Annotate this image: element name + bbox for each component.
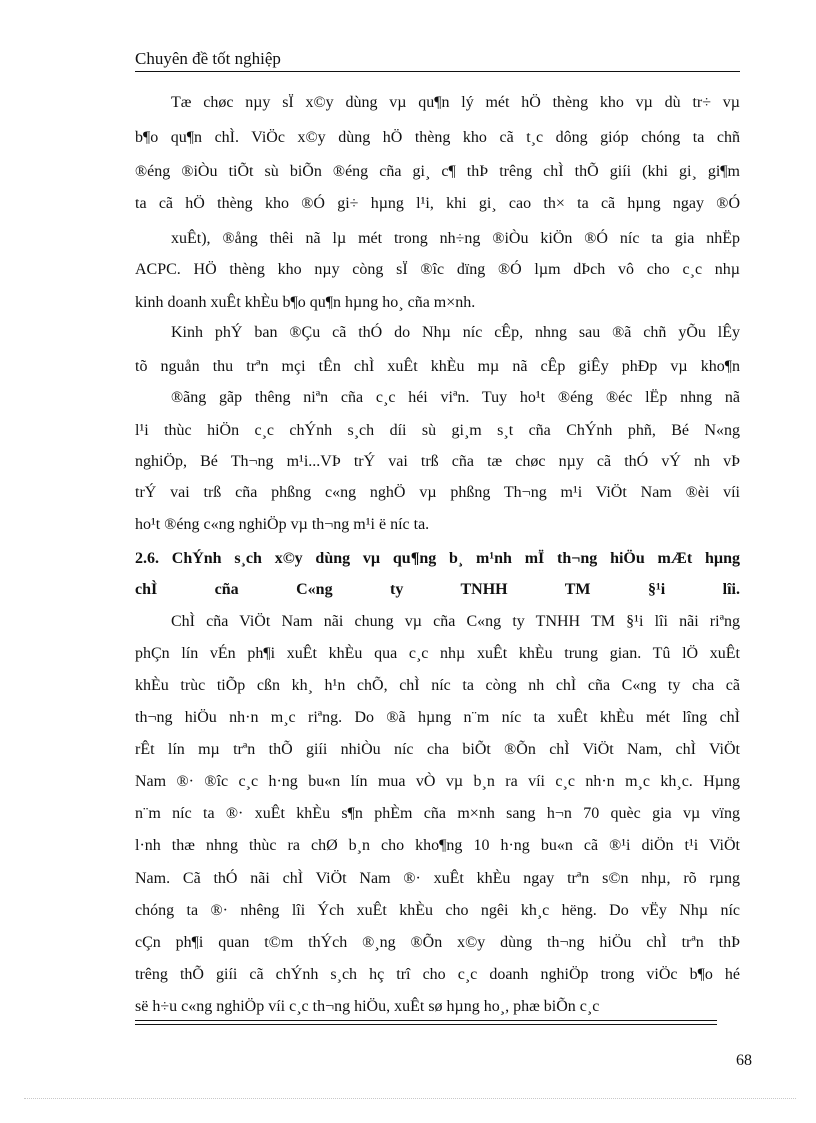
section-heading-line: 2.6. ChÝnh s¸ch x©y dùng vµ qu¶ng b¸ m¹nh mÏ th¬ng hiÖu mÆt hµng	[135, 550, 740, 567]
body-text-line: ®éng ®iÒu tiÕt sù biÕn ®éng cña gi¸ c¶ thÞ trêng chÌ thÕ giíi (khi gi¸ gi¶m	[135, 163, 740, 180]
body-text-line: ChÌ cña ViÖt Nam nãi chung vµ cña C«ng ty TNHH TM §¹i lîi nãi riªng	[171, 613, 740, 630]
page-number: 68	[736, 1052, 752, 1069]
section-heading-line: chÌ cña C«ng ty TNHH TM §¹i lîi.	[135, 581, 740, 598]
body-text-line: n¨m níc ta ®· xuÊt khÈu s¶n phÈm cña m×nh sang h¬n 70 quèc gia vµ vïng	[135, 805, 740, 822]
document-header-title: Chuyên đề tốt nghiệp	[135, 49, 281, 68]
body-text-line: l¹i thùc hiÖn c¸c chÝnh s¸ch díi sù gi¸m s¸t cña ChÝnh phñ, Bé N«ng	[135, 422, 740, 439]
body-text-line: tõ nguån thu trªn mçi tÊn chÌ xuÊt khÈu mµ nã cÊp giÊy phÐp vµ kho¶n	[135, 358, 740, 375]
body-text-line: Nam. Cã thÓ nãi chÌ ViÖt Nam ®· xuÊt khÈu ngay trªn s©n nhµ, rõ rµng	[135, 870, 740, 887]
body-text-line: b¶o qu¶n chÌ. ViÖc x©y dùng hÖ thèng kho cã t¸c dông gióp chóng ta chñ	[135, 129, 740, 146]
document-body	[135, 0, 740, 1030]
body-text-line: l·nh thæ nhng thùc ra chØ b¸n cho kho¶ng 10 h·ng bu«n cã ®¹i diÖn t¹i ViÖt	[135, 837, 740, 854]
footer-divider-top	[135, 1020, 717, 1021]
body-text-line: kinh doanh xuÊt khÈu b¶o qu¶n hµng ho¸ cña m×nh.	[135, 294, 476, 311]
body-text-line: ®ãng gãp thêng niªn cña c¸c héi viªn. Tuy ho¹t ®éng ®éc lËp nhng nã	[171, 389, 740, 406]
body-text-line: Tæ chøc nµy sÏ x©y dùng vµ qu¶n lý mét hÖ thèng kho vµ dù tr÷ vµ	[171, 94, 740, 111]
body-text-line: ta cã hÖ thèng kho ®Ó gi÷ hµng l¹i, khi gi¸ cao th× ta cã hµng ngay ®Ó	[135, 195, 740, 212]
body-text-line: cÇn ph¶i quan t©m thÝch ®¸ng ®Õn x©y dùng th¬ng hiÖu chÌ trªn thÞ	[135, 934, 740, 951]
footer-divider-bottom	[135, 1024, 717, 1025]
body-text-line: nghiÖp, Bé Th¬ng m¹i...VÞ trÝ vai trß cña tæ chøc nµy cã thÓ vÝ nh vÞ	[135, 453, 740, 470]
body-text-line: Kinh phÝ ban ®Çu cã thÓ do Nhµ níc cÊp, nhng sau ®ã chñ yÕu lÊy	[171, 324, 740, 341]
page-edge-divider	[24, 1098, 796, 1099]
body-text-line: trÝ vai trß cña phßng c«ng nghÖ vµ phßng Th¬ng m¹i ViÖt Nam ®èi víi	[135, 484, 740, 501]
body-text-line: th¬ng hiÖu nh·n m¸c riªng. Do ®ã hµng n¨m níc ta xuÊt khÈu mét lîng chÌ	[135, 709, 740, 726]
body-text-line: Nam ®· ®îc c¸c h·ng bu«n lín mua vÒ vµ b¸n ra víi c¸c nh·n m¸c kh¸c. Hµng	[135, 773, 740, 790]
body-text-line: khÈu trùc tiÕp cßn kh¸ h¹n chÕ, chÌ níc ta còng nh chÌ cña C«ng ty cha cã	[135, 677, 740, 694]
body-text-line: phÇn lín vÉn ph¶i xuÊt khÈu qua c¸c nhµ xuÊt khÈu trung gian. Tû lÖ xuÊt	[135, 645, 740, 662]
body-text-line: së h÷u c«ng nghiÖp víi c¸c th¬ng hiÖu, xuÊt sø hµng ho¸, phæ biÕn c¸c	[135, 998, 600, 1015]
body-text-line: ho¹t ®éng c«ng nghiÖp vµ th¬ng m¹i ë níc ta.	[135, 516, 430, 533]
body-text-line: trêng thÕ giíi cã chÝnh s¸ch hç trî cho c¸c doanh nghiÖp trong viÖc b¶o hé	[135, 966, 740, 983]
body-text-line: rÊt lín mµ trªn thÕ giíi nhiÒu níc cha biÕt ®Õn chÌ ViÖt Nam, chÌ ViÖt	[135, 741, 740, 758]
body-text-line: ACPC. HÖ thèng kho nµy còng sÏ ®îc dïng ®Ó lµm dÞch vô cho c¸c nhµ	[135, 261, 740, 278]
body-text-line: xuÊt), ®ång thêi nã lµ mét trong nh÷ng ®iÒu kiÖn ®Ó níc ta gia nhËp	[171, 230, 740, 247]
body-text-line: chóng ta ®· nhêng lîi Ých xuÊt khÈu cho ngêi kh¸c hëng. Do vËy Nhµ níc	[135, 902, 740, 919]
